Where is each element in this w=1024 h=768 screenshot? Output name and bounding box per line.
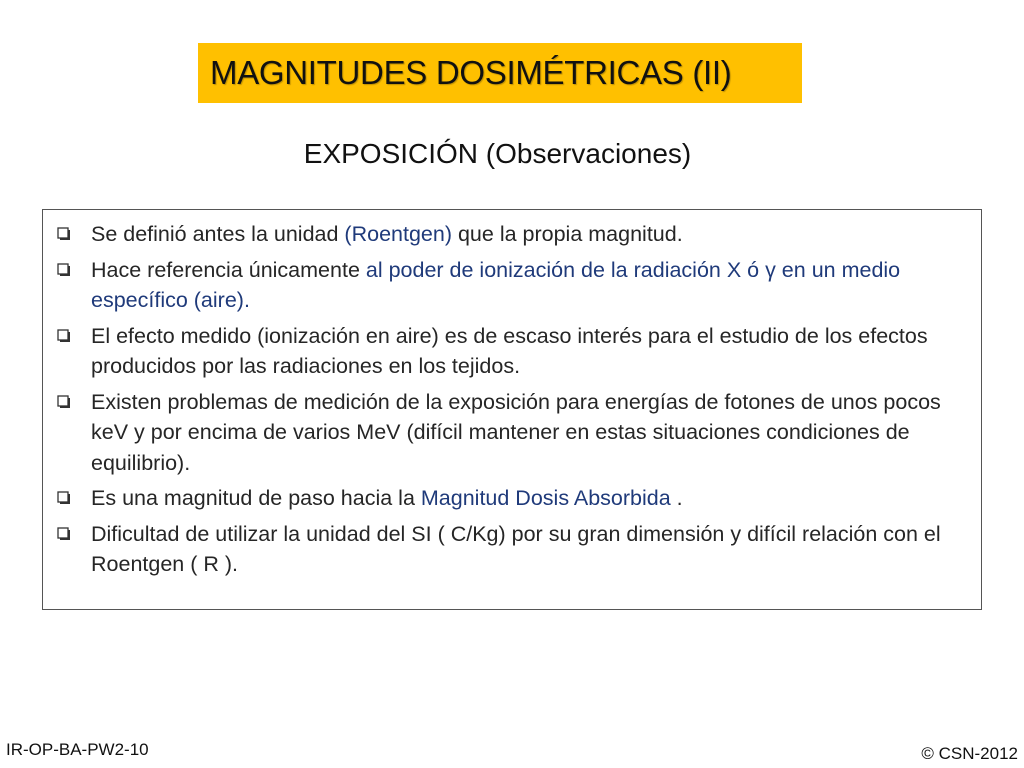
bullet-highlight-text: (Roentgen) (344, 222, 452, 246)
checkbox-square-icon (57, 329, 71, 343)
bullet-item (55, 483, 967, 514)
slide-title: MAGNITUDES DOSIMÉTRICAS (II) (210, 54, 732, 91)
checkbox-square-icon (57, 395, 71, 409)
bullet-item (55, 255, 967, 316)
checkbox-square-icon (57, 263, 71, 277)
bullet-text: Se definió antes la unidad (91, 222, 345, 246)
bullet-text: Dificultad de utilizar la unidad del SI ( C/Kg) por su gran dimensión y difícil relación con el Roentgen ( R ). (91, 521, 941, 576)
bullet-item (55, 321, 967, 382)
bullet-text: que la propia magnitud. (452, 222, 683, 246)
bullet-item (55, 387, 967, 479)
bullet-text: Existen problemas de medición de la exposición para energías de fotones de unos pocos keV y por encima de varios MeV (difícil mantener en estas situaciones condiciones de equilibrio). (91, 389, 941, 475)
bullet-item (55, 219, 967, 250)
bullet-item (55, 519, 967, 580)
bullet-text: El efecto medido (ionización en aire) es de escaso interés para el estudio de los efectos producidos por las radiaciones en los tejidos. (91, 323, 928, 378)
bullet-list (55, 219, 967, 580)
bullet-highlight-text: Magnitud Dosis Absorbida (420, 486, 671, 510)
slide-subtitle: EXPOSICIÓN (Observaciones) (303, 138, 692, 169)
checkbox-square-icon (57, 527, 71, 541)
checkbox-square-icon (57, 227, 71, 241)
bullet-text: Hace referencia únicamente (91, 257, 366, 282)
bullet-highlight-text: al poder de ionización de la radiación X ó γ en un medio específico (aire). (91, 257, 901, 312)
content-box (42, 209, 982, 610)
footer-code: IR-OP-BA-PW2-10 (6, 740, 149, 759)
title-banner (198, 43, 802, 103)
bullet-text: Es una magnitud de paso hacia la (91, 486, 421, 510)
footer-copyright: © CSN-2012 (921, 744, 1018, 763)
bullet-text: . (670, 486, 683, 510)
checkbox-square-icon (57, 491, 71, 505)
